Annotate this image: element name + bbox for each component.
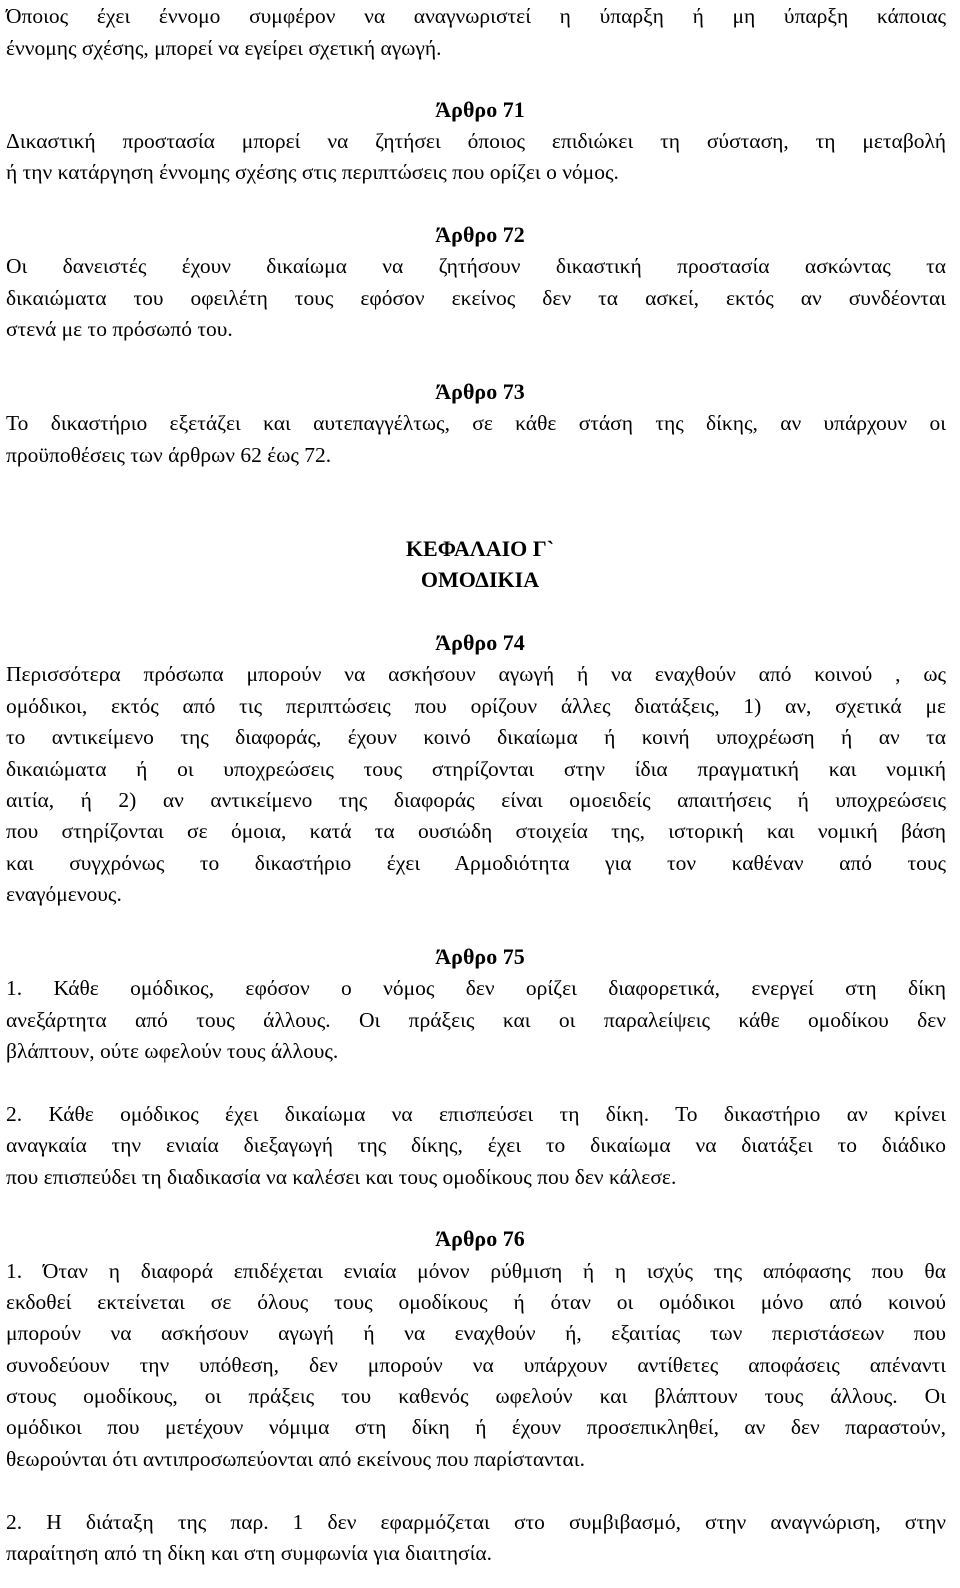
text-line: μπορούν να ασκήσουν αγωγή ή να εναχθούν ή, εξαιτίας των περιστάσεων που xyxy=(6,1321,946,1345)
article-75-heading: Άρθρο 75 xyxy=(435,944,525,969)
text-line: Δικαστική προστασία μπορεί να ζητήσει όποιος επιδιώκει τη σύσταση, τη μεταβολή xyxy=(6,129,946,153)
text-line: συνοδεύουν την υπόθεση, δεν μπορούν να υπάρχουν αντίθετες αποφάσεις απέναντι xyxy=(6,1353,946,1377)
chapter-title: ΟΜΟΔΙΚΙΑ xyxy=(420,567,540,592)
text-line: 1. Όταν η διαφορά επιδέχεται ενιαία μόνον ρύθμιση ή η ισχύς της απόφασης που θα xyxy=(6,1259,946,1283)
text-line: αιτία, ή 2) αν αντικείμενο της διαφοράς είναι ομοειδείς απαιτήσεις ή υποχρεώσεις xyxy=(6,788,946,812)
text-line: δικαιώματα του οφειλέτη τους εφόσον εκείνος δεν τα ασκεί, εκτός αν συνδέονται xyxy=(6,286,946,310)
text-line: Περισσότερα πρόσωπα μπορούν να ασκήσουν αγωγή ή να εναχθούν από κοινού , ως xyxy=(6,662,946,686)
article-76-heading: Άρθρο 76 xyxy=(435,1226,525,1251)
text-line: που επισπεύδει τη διαδικασία να καλέσει και τους ομοδίκους που δεν κάλεσε. xyxy=(6,1165,677,1189)
text-line: έννομης σχέσης, μπορεί να εγείρει σχετική αγωγή. xyxy=(6,36,442,60)
text-line: που στηρίζονται σε όμοια, κατά τα ουσιώδη στοιχεία της, ιστορική και νομική βάση xyxy=(6,819,946,843)
text-line: παραίτηση από τη δίκη και στη συμφωνία για διαιτησία. xyxy=(6,1541,493,1565)
text-line: Το δικαστήριο εξετάζει και αυτεπαγγέλτως, σε κάθε στάση της δίκης, αν υπάρχουν οι xyxy=(6,411,946,435)
text-line: 2. Η διάταξη της παρ. 1 δεν εφαρμόζεται στο συμβιβασμό, στην αναγνώριση, στην xyxy=(6,1510,946,1534)
text-line: ομόδικοι που μετέχουν νόμιμα στη δίκη ή έχουν προσεπικληθεί, αν δεν παραστούν, xyxy=(6,1415,946,1439)
text-line: στους ομοδίκους, οι πράξεις του καθενός ωφελούν και βλάπτουν τους άλλους. Οι xyxy=(6,1384,946,1408)
text-line: Οι δανειστές έχουν δικαίωμα να ζητήσουν δικαστική προστασία ασκώντας τα xyxy=(6,254,946,278)
text-line: 2. Κάθε ομόδικος έχει δικαίωμα να επισπεύσει τη δίκη. Το δικαστήριο αν κρίνει xyxy=(6,1102,946,1126)
text-line: εναγόμενους. xyxy=(6,882,122,906)
text-line: ομόδικοι, εκτός από τις περιπτώσεις που ορίζουν άλλες διατάξεις, 1) αν, σχετικά με xyxy=(6,694,946,718)
text-line: και συγχρόνως το δικαστήριο έχει Αρμοδιότητα για τον καθέναν από τους xyxy=(6,851,946,875)
text-line: στενά με το πρόσωπό του. xyxy=(6,317,233,341)
text-line: ή την κατάργηση έννομης σχέσης στις περιπτώσεις που ορίζει ο νόμος. xyxy=(6,160,619,184)
article-74-heading: Άρθρο 74 xyxy=(435,630,525,655)
text-line: προϋποθέσεις των άρθρων 62 έως 72. xyxy=(6,443,332,467)
text-line: θεωρούνται ότι αντιπροσωπεύονται από εκείνους που παρίστανται. xyxy=(6,1447,585,1471)
text-line: 1. Κάθε ομόδικος, εφόσον ο νόμος δεν ορίζει διαφορετικά, ενεργεί στη δίκη xyxy=(6,976,946,1000)
text-line: το αντικείμενο της διαφοράς, έχουν κοινό δικαίωμα ή κοινή υποχρέωση ή αν τα xyxy=(6,725,946,749)
chapter-label: ΚΕΦΑΛΑΙΟ Γ` xyxy=(405,536,555,561)
text-line: δικαιώματα ή οι υποχρεώσεις τους στηρίζονται στην ίδια πραγματική και νομική xyxy=(6,757,946,781)
text-line: αναγκαία την ενιαία διεξαγωγή της δίκης, έχει το δικαίωμα να διατάξει το διάδικο xyxy=(6,1133,946,1157)
article-71-heading: Άρθρο 71 xyxy=(435,97,525,122)
text-line: εκδοθεί εκτείνεται σε όλους τους ομοδίκους ή όταν οι ομόδικοι μόνο από κοινού xyxy=(6,1290,946,1314)
text-line: βλάπτουν, ούτε ωφελούν τους άλλους. xyxy=(6,1039,339,1063)
text-line: Όποιος έχει έννομο συμφέρον να αναγνωριστεί η ύπαρξη ή μη ύπαρξη κάποιας xyxy=(6,4,946,28)
text-line: ανεξάρτητα από τους άλλους. Οι πράξεις και οι παραλείψεις κάθε ομοδίκου δεν xyxy=(6,1008,946,1032)
article-72-heading: Άρθρο 72 xyxy=(435,222,525,247)
article-73-heading: Άρθρο 73 xyxy=(435,379,525,404)
